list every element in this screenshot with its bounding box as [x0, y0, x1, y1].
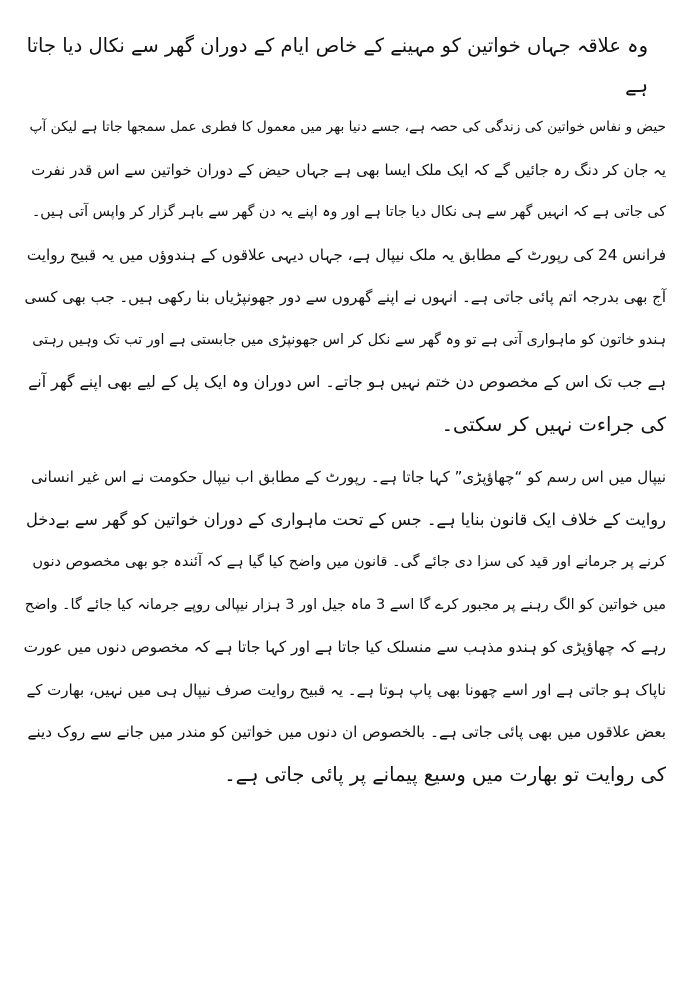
paragraph-line: آج بھی بدرجہ اتم پائی جاتی ہے۔ انہوں نے اپنے گھروں سے دور جھونپڑیاں بنا رکھی ہیں۔ جب بھی کسی [24, 288, 666, 306]
paragraph-line: روایت کے خلاف ایک قانون بنایا ہے۔ جس کے تحت ماہواری کے دوران خواتین کو گھر سے بےدخل [25, 509, 666, 529]
paragraph-line: بعض علاقوں میں بھی پائی جاتی ہے۔ بالخصوص ان دنوں میں خواتین کو مندر میں جانے سے روک دینے [27, 723, 666, 741]
paragraph-line: نیپال میں اس رسم کو “چھاؤپڑی” کہا جاتا ہے۔ رپورٹ کے مطابق اب نیپال حکومت نے اس غیر انسانی [30, 468, 666, 486]
paragraph-line: ہے جب تک اس کے مخصوص دن ختم نہیں ہو جاتے۔ اس دوران وہ ایک پل کے لیے بھی اپنے گھر آنے [28, 372, 666, 391]
article-headline: وہ علاقہ جہاں خواتین کو مہینے کے خاص ایام کے دوران گھر سے نکال دیا جاتا ہے [26, 34, 648, 97]
paragraph-line: رہے کہ چھاؤپڑی کو ہندو مذہب سے منسلک کیا جاتا ہے اور کہا جاتا ہے کہ مخصوص دنوں میں عورت [23, 638, 666, 656]
paragraph-line: کی روایت تو بھارت میں وسیع پیمانے پر پائی جاتی ہے۔ [224, 762, 666, 786]
paragraph-line: فرانس 24 کی رپورٹ کے مطابق یہ ملک نیپال ہے، جہاں دیہی علاقوں کے ہندوؤں میں یہ قبیح روایت [26, 245, 666, 264]
paragraph-2 [24, 456, 666, 796]
paragraph-line: ہندو خاتون کو ماہواری آتی ہے تو وہ گھر سے نکل کر اس جھونپڑی میں جابستی ہے اور تب تک وہیں رہتی [32, 331, 666, 348]
paragraph-line: کی جراءت نہیں کر سکتی۔ [441, 412, 666, 436]
paragraph-1 [24, 106, 666, 446]
paragraph-line: کی جاتی ہے کہ انہیں گھر سے ہی نکال دیا جاتا ہے اور وہ اپنے یہ دن گھر سے باہر گزار کر واپس آتی ہیں۔ [31, 204, 666, 220]
paragraph-line: یہ جان کر دنگ رہ جائیں گے کہ ایک ملک ایسا بھی ہے جہاں حیض کے دوران خواتین سے اس قدر نفرت [31, 160, 666, 179]
paragraph-line: حیض و نفاس خواتین کی زندگی کی حصہ ہے، جسے دنیا بھر میں معمول کا فطری عمل سمجھا جاتا ہے لیکن آپ [29, 119, 666, 135]
paragraph-line: ناپاک ہو جاتی ہے اور اسے چھونا بھی پاپ ہوتا ہے۔ یہ قبیح روایت صرف نیپال ہی میں نہیں، بھارت کے [26, 680, 666, 699]
paragraph-line: میں خواتین کو الگ رہنے پر مجبور کرے گا اسے 3 ماہ جیل اور 3 ہزار نیپالی روپے جرمانہ کیا جائے گا۔ واضح [24, 596, 666, 613]
paragraph-line: کرنے پر جرمانے اور قید کی سزا دی جائے گی۔ قانون میں واضح کیا گیا ہے کہ آئندہ جو بھی مخصوص دنوں [32, 554, 666, 570]
